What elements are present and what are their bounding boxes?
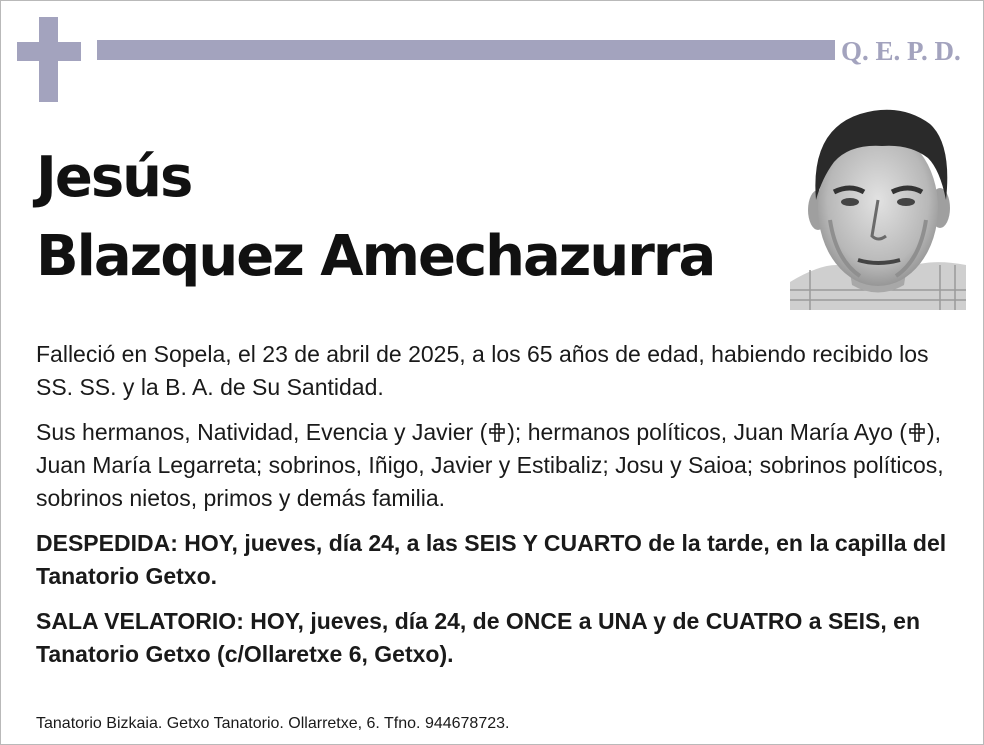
family-paragraph	[36, 416, 954, 515]
deceased-portrait	[790, 100, 966, 310]
farewell-paragraph: DESPEDIDA: HOY, jueves, día 24, a las SEIS Y CUARTO de la tarde, en la capilla del Tanatorio Getxo.	[36, 530, 947, 589]
small-cross-icon	[487, 421, 507, 443]
death-paragraph: Falleció en Sopela, el 23 de abril de 2025, a los 65 años de edad, habiendo recibido los SS. SS. y la B. A. de Su Santidad.	[36, 341, 929, 400]
deceased-first-name: Jesús	[36, 145, 192, 210]
small-cross-icon	[907, 421, 927, 443]
family-text-b: ); hermanos políticos, Juan María Ayo (	[507, 419, 907, 445]
funeral-home-footer: Tanatorio Bizkaia. Getxo Tanatorio. Ollarretxe, 6. Tfno. 944678723.	[36, 715, 510, 732]
family-text-c: ), Juan María Legarreta; sobrinos, Iñigo, Javier y Estibaliz; Josu y Saioa; sobrinos políticos, sobrinos nietos, primos y demás familia.	[36, 419, 944, 511]
family-text-a: Sus hermanos, Natividad, Evencia y Javier (	[36, 419, 488, 445]
notice-body	[36, 338, 954, 671]
latin-cross-icon	[17, 17, 81, 102]
qepd-label: Q. E. P. D.	[841, 36, 961, 66]
header-rule	[97, 40, 835, 60]
wake-paragraph: SALA VELATORIO: HOY, jueves, día 24, de ONCE a UNA y de CUATRO a SEIS, en Tanatorio Getxo (c/Ollaretxe 6, Getxo).	[36, 608, 920, 667]
deceased-surname: Blazquez Amechazurra	[36, 224, 715, 289]
deceased-name	[36, 138, 776, 296]
